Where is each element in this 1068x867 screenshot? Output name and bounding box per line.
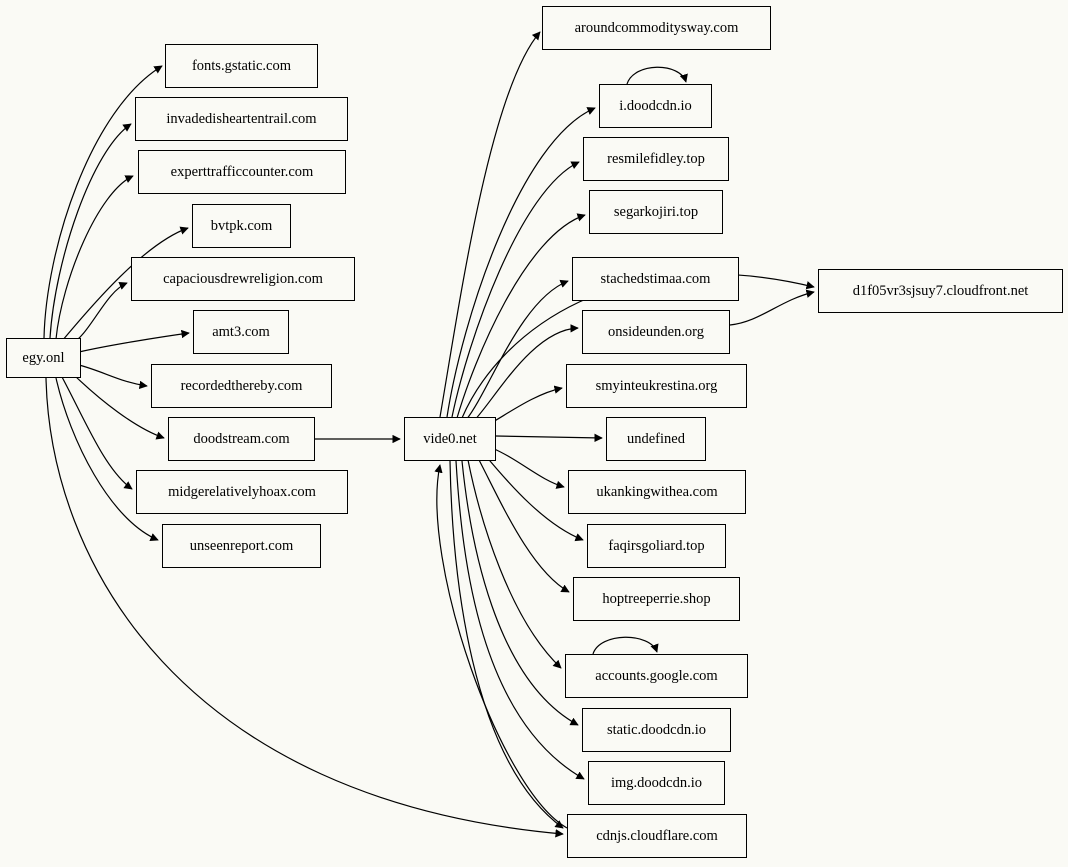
- node-label: img.doodcdn.io: [610, 774, 703, 791]
- graph-node-segarkojiri-top[interactable]: [589, 190, 723, 234]
- node-label: unseenreport.com: [189, 537, 294, 554]
- node-label: cdnjs.cloudflare.com: [596, 827, 718, 844]
- node-label: bvtpk.com: [210, 217, 273, 234]
- node-label: undefined: [627, 430, 685, 447]
- node-label: amt3.com: [212, 323, 270, 340]
- node-label: static.doodcdn.io: [606, 721, 707, 738]
- graph-node-egy-onl[interactable]: [6, 338, 81, 378]
- graph-node-unseenreport-com[interactable]: [162, 524, 321, 568]
- graph-node-experttrafficcounter-com[interactable]: [138, 150, 346, 194]
- node-label: fonts.gstatic.com: [191, 57, 292, 74]
- graph-node-ukankingwithea-com[interactable]: [568, 470, 746, 514]
- graph-node-bvtpk-com[interactable]: [192, 204, 291, 248]
- graph-node-recordedthereby-com[interactable]: [151, 364, 332, 408]
- node-label: segarkojiri.top: [613, 203, 699, 220]
- graph-node-resmilefidley-top[interactable]: [583, 137, 729, 181]
- node-label: onsideunden.org: [608, 323, 704, 340]
- node-label: ukankingwithea.com: [596, 483, 718, 500]
- node-label: midgerelativelyhoax.com: [168, 483, 316, 500]
- node-label: doodstream.com: [193, 430, 290, 447]
- graph-node-invadedisheartentrail-com[interactable]: [135, 97, 348, 141]
- node-label: invadedisheartentrail.com: [166, 110, 317, 127]
- graph-node-img-doodcdn-io[interactable]: [588, 761, 725, 805]
- graph-node-cloudfront[interactable]: [818, 269, 1063, 313]
- graph-node-hoptreeperrie-shop[interactable]: [573, 577, 740, 621]
- node-label: d1f05vr3sjsuy7.cloudfront.net: [852, 282, 1029, 299]
- node-label: egy.onl: [22, 349, 65, 366]
- graph-node-capaciousdrewreligion-com[interactable]: [131, 257, 355, 301]
- graph-node-amt3-com[interactable]: [193, 310, 289, 354]
- node-label: aroundcommoditysway.com: [574, 19, 739, 36]
- graph-node-doodstream-com[interactable]: [168, 417, 315, 461]
- node-label: accounts.google.com: [595, 667, 718, 684]
- graph-node-accounts-google-com[interactable]: [565, 654, 748, 698]
- graph-node-onsideunden-org[interactable]: [582, 310, 730, 354]
- graph-node-aroundcommoditysway-com[interactable]: [542, 6, 771, 50]
- node-label: capaciousdrewreligion.com: [163, 270, 323, 287]
- graph-node-i-doodcdn-io[interactable]: [599, 84, 712, 128]
- graph-node-cdnjs-cloudflare-com[interactable]: [567, 814, 747, 858]
- graph-node-static-doodcdn-io[interactable]: [582, 708, 731, 752]
- node-label: hoptreeperrie.shop: [602, 590, 711, 607]
- graph-node-fonts-gstatic-com[interactable]: [165, 44, 318, 88]
- node-label: smyinteukrestina.org: [595, 377, 718, 394]
- graph-node-smyinteukrestina-org[interactable]: [566, 364, 747, 408]
- node-label: faqirsgoliard.top: [608, 537, 705, 554]
- graph-node-faqirsgoliard-top[interactable]: [587, 524, 726, 568]
- node-label: vide0.net: [423, 430, 477, 447]
- node-label: experttrafficcounter.com: [170, 163, 314, 180]
- node-label: recordedthereby.com: [180, 377, 303, 394]
- node-label: resmilefidley.top: [607, 150, 705, 167]
- graph-node-undefined[interactable]: [606, 417, 706, 461]
- node-label: i.doodcdn.io: [619, 97, 692, 114]
- graph-node-stachedstimaa-com[interactable]: [572, 257, 739, 301]
- graph-node-vide0-net[interactable]: [404, 417, 496, 461]
- node-label: stachedstimaa.com: [600, 270, 711, 287]
- graph-node-midgerelativelyhoax-com[interactable]: [136, 470, 348, 514]
